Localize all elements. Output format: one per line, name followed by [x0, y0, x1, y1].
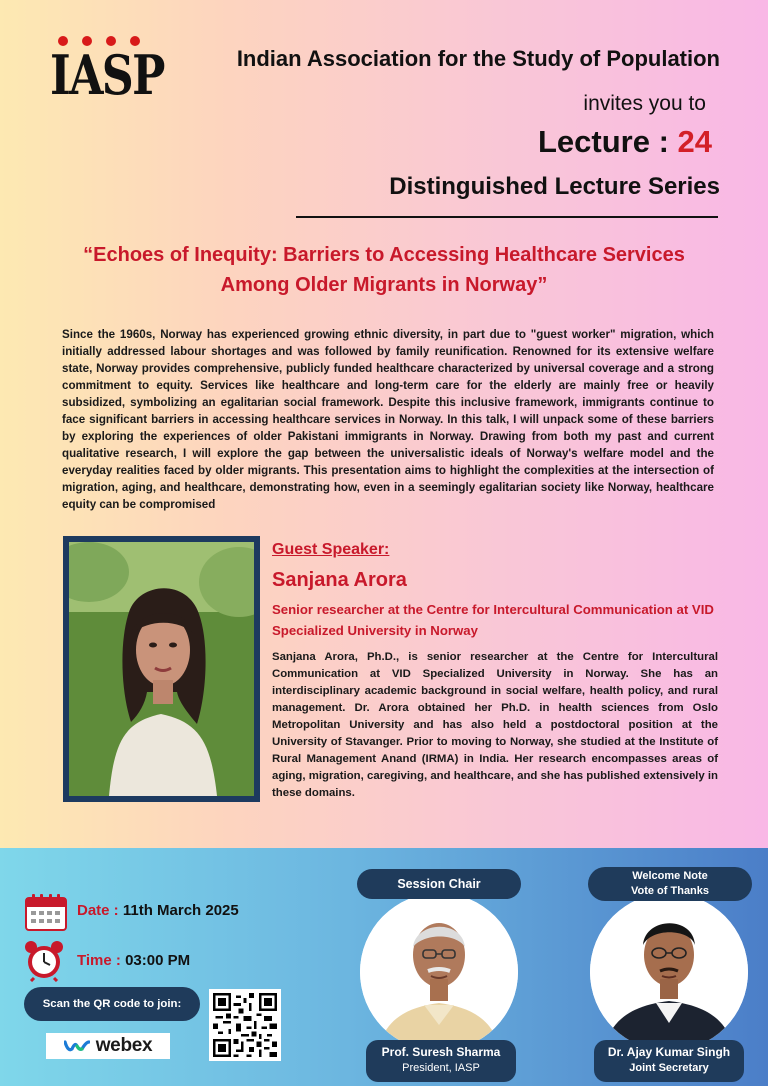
- speaker-photo-frame: [63, 536, 260, 802]
- date-value: 11th March 2025: [122, 902, 239, 919]
- speaker-photo: [69, 542, 254, 796]
- organization-name: Indian Association for the Study of Population: [236, 46, 720, 71]
- event-date: [77, 902, 239, 919]
- iasp-logo: [50, 36, 164, 110]
- lecture-title: [40, 240, 728, 300]
- series-title: Distinguished Lecture Series: [389, 173, 720, 200]
- welcome-note-label: Welcome Note: [632, 870, 708, 882]
- divider: [296, 216, 718, 218]
- session-chair-name: Prof. Suresh Sharma: [381, 1045, 501, 1059]
- session-chair-portrait-illustration: [360, 893, 518, 1051]
- vote-of-thanks-name: Dr. Ajay Kumar Singh: [607, 1045, 731, 1059]
- session-chair-name-card: [366, 1040, 516, 1082]
- lecture-title-line: “Echoes of Inequity: Barriers to Accessing Healthcare Services: [83, 244, 685, 266]
- lecture-title-line: Among Older Migrants in Norway”: [220, 274, 548, 296]
- qr-code[interactable]: [209, 989, 281, 1061]
- invites-text: invites you to: [583, 92, 706, 115]
- webex-wordmark: webex: [95, 1035, 153, 1056]
- vote-of-thanks-heading: [588, 867, 752, 901]
- lecture-number: 24: [677, 124, 712, 159]
- vote-of-thanks-name-card: [594, 1040, 744, 1082]
- speaker-role: Senior researcher at the Centre for Intercultural Communication at VID Specialized University in Norway: [272, 602, 714, 638]
- vote-of-thanks-role: Joint Secretary: [629, 1062, 709, 1074]
- speaker-name: Sanjana Arora: [272, 569, 407, 591]
- vote-of-thanks-photo: [590, 893, 748, 1051]
- lecture-label: Lecture :: [537, 124, 678, 159]
- event-time: [77, 952, 190, 969]
- session-chair-heading: Session Chair: [357, 869, 521, 899]
- lecture-number-heading: [400, 124, 712, 160]
- qr-code-image: [213, 993, 277, 1057]
- qr-prompt: Scan the QR code to join:: [24, 987, 200, 1021]
- session-chair-role: President, IASP: [402, 1062, 480, 1074]
- time-value: 03:00 PM: [125, 952, 191, 969]
- logo-text: IASP: [50, 43, 164, 107]
- guest-speaker-heading: Guest Speaker:: [272, 541, 390, 558]
- alarm-clock-icon: [22, 938, 66, 982]
- webex-logo-icon: [64, 1039, 90, 1053]
- speaker-bio: Sanjana Arora, Ph.D., is senior researcher at the Centre for Intercultural Communication at VID Specialized University in Norway. She has an interdisciplinary academic background in social welfare, health policy, and rural management. Dr. Arora obtained her Ph.D. in health sciences from Oslo Metropolitan University and has also held a postdoctoral position at the University of Stavanger. Prior to moving to Norway, she studied at the Institute of Rural Management Anand (IRMA) in India. Her research encompasses areas of aging, migration, caregiving, and healthcare, and she has published extensively in these domains.: [272, 651, 718, 799]
- lecture-abstract: Since the 1960s, Norway has experienced growing ethnic diversity, in part due to "guest worker" migration, which initially addressed labour shortages and was followed by family reunification. Renowned for its extensive welfare state, Norway provides comprehensive, publicly funded healthcare characterized by universal coverage and a strong commitment to equity. Services like healthcare and long-term care for the elderly are mainly free or heavily subsidized, symbolizing an egalitarian social framework. Despite this inclusive framework, immigrants continue to face significant barriers in accessing healthcare services in Norway. In this talk, I will unpack some of these barriers by exploring the experiences of older Pakistani immigrants in Norway. Drawing from both my past and current qualitative research, I will explore the gap between the universalistic ideals of Norway's welfare model and the everyday realities faced by older migrants. This presentation aims to highlight the complexities at the intersection of migration, aging, and healthcare, demonstrating how, even in a seemingly egalitarian society like Norway, healthcare equity can be compromised: [62, 328, 714, 511]
- session-chair-photo: [360, 893, 518, 1051]
- webex-logo: [46, 1033, 170, 1059]
- vote-of-thanks-portrait-illustration: [590, 893, 748, 1051]
- time-label: Time :: [77, 952, 126, 969]
- speaker-portrait-illustration: [69, 542, 254, 796]
- date-label: Date :: [77, 902, 123, 919]
- vote-of-thanks-label: Vote of Thanks: [630, 885, 710, 897]
- calendar-icon: [24, 892, 68, 932]
